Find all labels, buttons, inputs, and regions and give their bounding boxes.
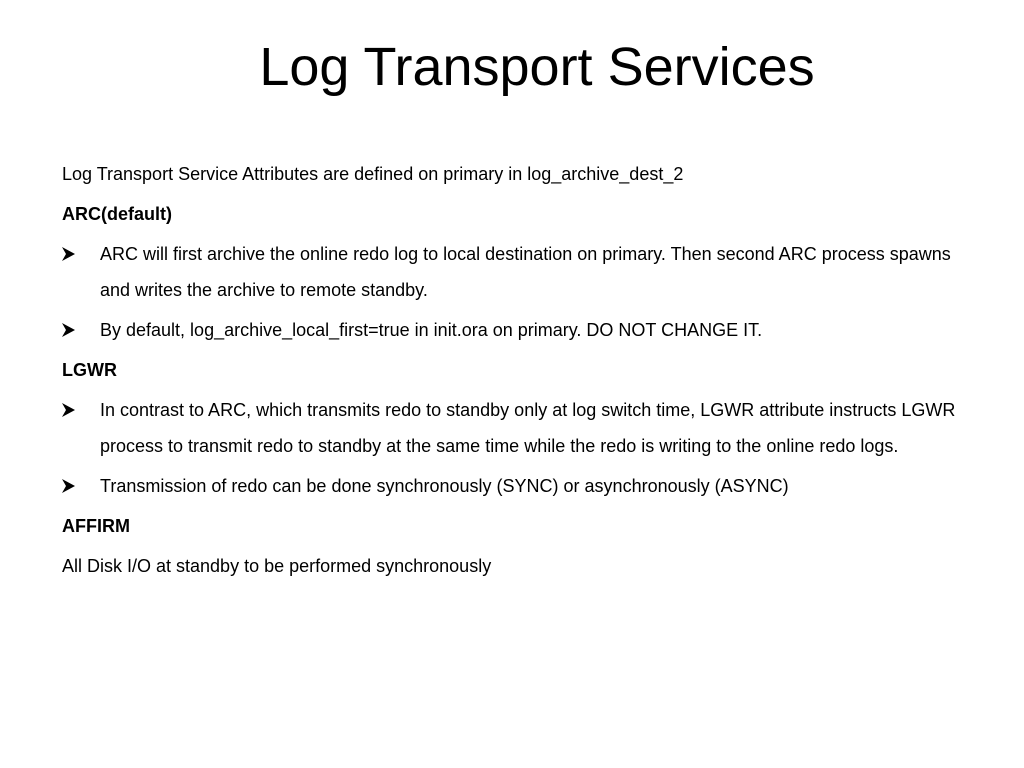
arrowhead-bullet-icon bbox=[62, 236, 78, 272]
bullet-item bbox=[62, 392, 982, 464]
bullet-text: In contrast to ARC, which transmits redo to standby only at log switch time, LGWR attribute instructs LGWR process to transmit redo to standby at the same time while the redo is writing to the online redo logs. bbox=[100, 400, 956, 456]
affirm-text: All Disk I/O at standby to be performed synchronously bbox=[62, 556, 492, 576]
bullet-item bbox=[62, 468, 982, 504]
section-heading-affirm: AFFIRM bbox=[62, 516, 130, 536]
bullet-item bbox=[62, 312, 982, 348]
arrowhead-bullet-icon bbox=[62, 392, 78, 428]
slide-title: Log Transport Services bbox=[259, 37, 815, 97]
section-heading-arc: ARC(default) bbox=[62, 204, 172, 224]
arrowhead-bullet-icon bbox=[62, 468, 78, 504]
slide-content bbox=[62, 156, 982, 588]
section-heading-lgwr: LGWR bbox=[62, 360, 117, 380]
intro-text: Log Transport Service Attributes are defined on primary in log_archive_dest_2 bbox=[62, 164, 684, 184]
bullet-text: Transmission of redo can be done synchronously (SYNC) or asynchronously (ASYNC) bbox=[100, 476, 789, 496]
bullet-item bbox=[62, 236, 982, 308]
bullet-text: ARC will first archive the online redo log to local destination on primary. Then second ARC process spawns and writes the archive to remote standby. bbox=[100, 244, 951, 300]
bullet-text: By default, log_archive_local_first=true in init.ora on primary. DO NOT CHANGE IT. bbox=[100, 320, 763, 340]
arrowhead-bullet-icon bbox=[62, 312, 78, 348]
